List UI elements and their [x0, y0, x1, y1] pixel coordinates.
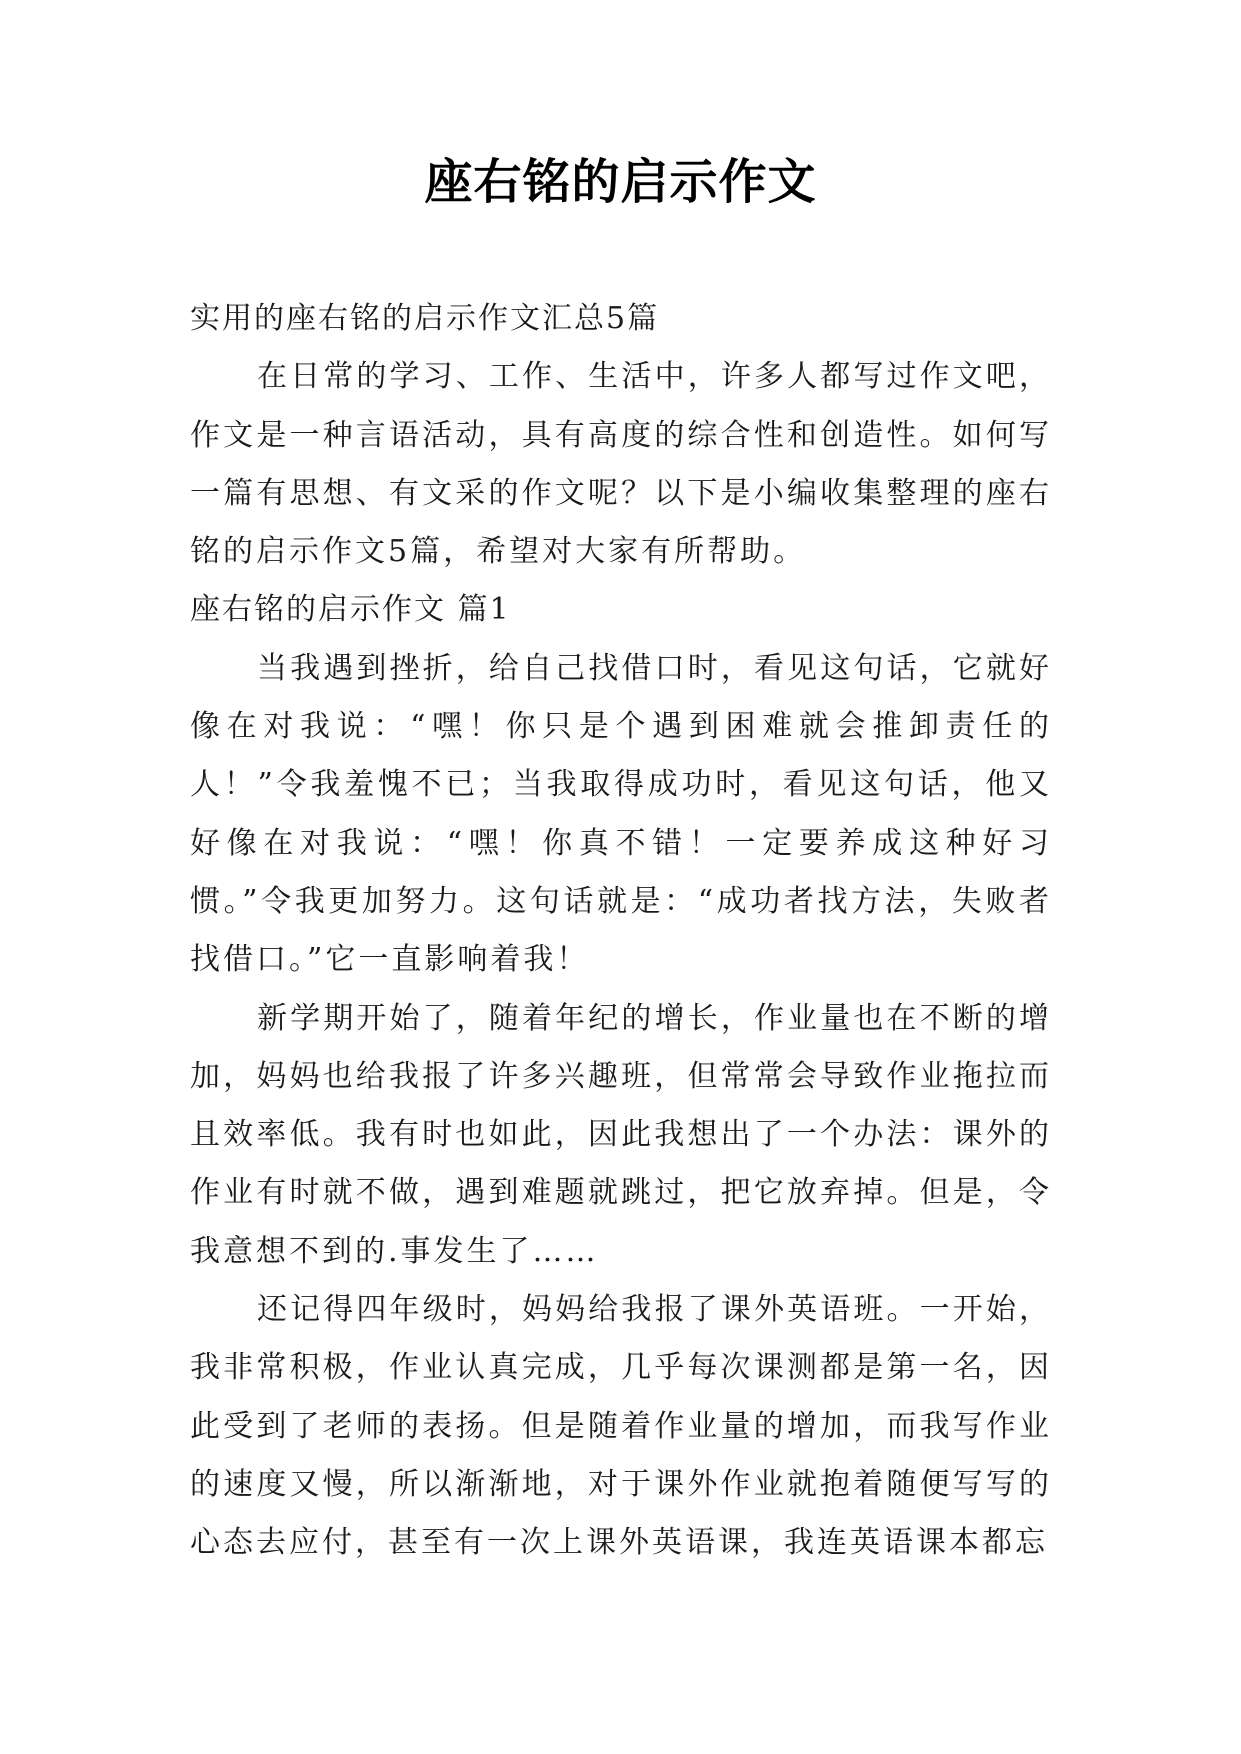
body-paragraph: 新学期开始了，随着年纪的增长，作业量也在不断的增加，妈妈也给我报了许多兴趣班，但常常会导致作业拖拉而且效率低。我有时也如此，因此我想出了一个办法：课外的作业有时就不做，遇到难题就跳过，把它放弃掉。但是，令我意想不到的.事发生了……: [190, 1000, 1052, 1269]
body-paragraph: 还记得四年级时，妈妈给我报了课外英语班。一开始，我非常积极，作业认真完成，几乎每次课测都是第一名，因此受到了老师的表扬。但是随着作业量的增加，而我写作业的速度又慢，所以渐渐地，对于课外作业就抱着随便写写的心态去应付，甚至有一次上课外英语课，我连英语课本都忘: [190, 1292, 1052, 1561]
subtitle-line: 实用的座右铭的启示作文汇总5篇: [190, 301, 660, 336]
body-paragraph: 当我遇到挫折，给自己找借口时，看见这句话，它就好像在对我说：“嘿！你只是个遇到困难就会推卸责任的人！”令我羞愧不已；当我取得成功时，看见这句话，他又好像在对我说：“嘿！你真不错！一定要养成这种好习惯。”令我更加努力。这句话就是：“成功者找方法，失败者找借口。”它一直影响着我！: [190, 650, 1052, 978]
document-title: 座右铭的启示作文: [424, 154, 817, 210]
document-body: [190, 290, 1052, 1573]
section-heading: 座右铭的启示作文 篇1: [190, 592, 511, 628]
intro-paragraph: 在日常的学习、工作、生活中，许多人都写过作文吧，作文是一种言语活动，具有高度的综合性和创造性。如何写一篇有思想、有文采的作文呢？以下是小编收集整理的座右铭的启示作文5篇，希望对大家有所帮助。: [190, 359, 1052, 570]
